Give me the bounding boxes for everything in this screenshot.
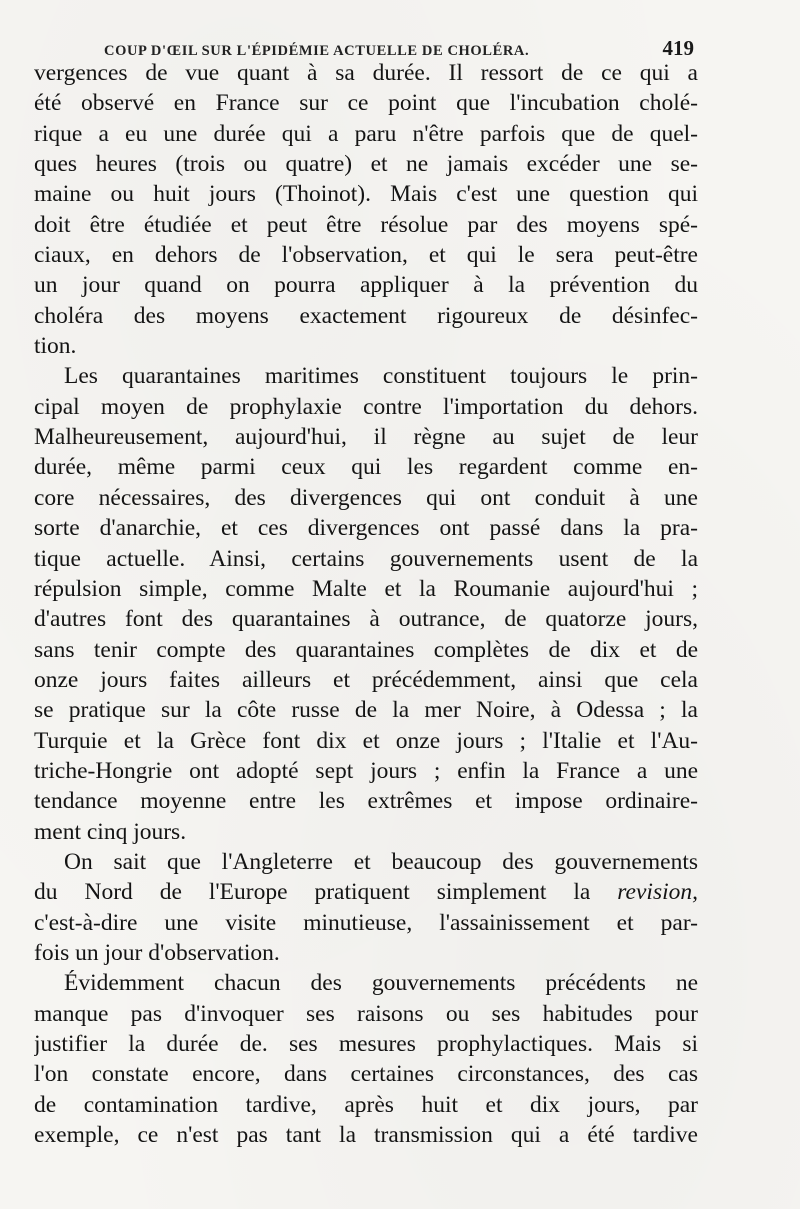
italic-term: revision, [617,879,698,906]
running-head: COUP D'ŒIL SUR L'ÉPIDÉMIE ACTUELLE DE CHOLÉRA. [104,43,530,59]
text-line: sorte d'anarchie, et ces divergences ont passé dans la pra- [34,515,698,542]
text-line: manque pas d'invoquer ses raisons ou ses habitudes pour [34,1000,698,1027]
text-line: exemple, ce n'est pas tant la transmission qui a été tardive [34,1122,698,1149]
text-line: vergences de vue quant à sa durée. Il ressort de ce qui a [34,60,698,86]
text-line: onze jours faites ailleurs et précédemment, ainsi que cela [34,666,698,693]
text-line: choléra des moyens exactement rigoureux de désinfec- [34,302,698,329]
text-line: se pratique sur la côte russe de la mer Noire, à Odessa ; la [34,697,698,724]
page-number: 419 [662,36,694,60]
text-line: Turquie et la Grèce font dix et onze jours ; l'Italie et l'Au- [34,727,698,754]
text-line: rique a eu une durée qui a paru n'être parfois que de quel- [34,120,698,147]
text-line: été observé en France sur ce point que l'incubation cholé- [34,90,698,117]
text-line: répulsion simple, comme Malte et la Roumanie aujourd'hui ; [34,575,698,602]
body-text [34,58,698,1150]
text-line: justifier la durée de. ses mesures prophylactiques. Mais si [34,1031,698,1057]
text-line: triche-Hongrie ont adopté sept jours ; enfin la France a une [34,757,698,784]
text-line: maine ou huit jours (Thoinot). Mais c'est une question qui [34,181,698,208]
text-line: core nécessaires, des divergences qui ont conduit à une [34,484,698,511]
text-line: l'on constate encore, dans certaines circonstances, des cas [34,1061,698,1088]
text-line: Les quarantaines maritimes constituent toujours le prin- [64,363,698,390]
text-line: ques heures (trois ou quatre) et ne jamais excéder une se- [34,151,698,178]
text-line: On sait que l'Angleterre et beaucoup des gouvernements [64,848,698,875]
text-line: Malheureusement, aujourd'hui, il règne au sujet de leur [34,424,698,451]
text-line: sans tenir compte des quarantaines complètes de dix et de [34,636,698,663]
text-line: de contamination tardive, après huit et dix jours, par [34,1091,698,1118]
text-line: tendance moyenne entre les extrêmes et impose ordinaire- [34,788,698,815]
text-line: durée, même parmi ceux qui les regardent comme en- [34,454,698,481]
text-line: tion. [34,333,77,360]
text-line: c'est-à-dire une visite minutieuse, l'assainissement et par- [34,909,698,936]
text-line: un jour quand on pourra appliquer à la prévention du [34,272,698,299]
text-line [34,877,698,907]
text-line: d'autres font des quarantaines à outrance, de quatorze jours, [34,606,698,633]
text-run: du Nord de l'Europe pratiquent simplement la [34,879,591,906]
text-line: ment cinq jours. [34,818,187,845]
text-line: doit être étudiée et peut être résolue par des moyens spé- [34,211,698,238]
text-line: Évidemment chacun des gouvernements précédents ne [64,970,698,997]
text-line: cipal moyen de prophylaxie contre l'importation du dehors. [34,393,698,420]
text-line: ciaux, en dehors de l'observation, et qui le sera peut-être [34,242,698,269]
text-line: tique actuelle. Ainsi, certains gouvernements usent de la [34,545,698,572]
text-line: fois un jour d'observation. [34,939,280,966]
